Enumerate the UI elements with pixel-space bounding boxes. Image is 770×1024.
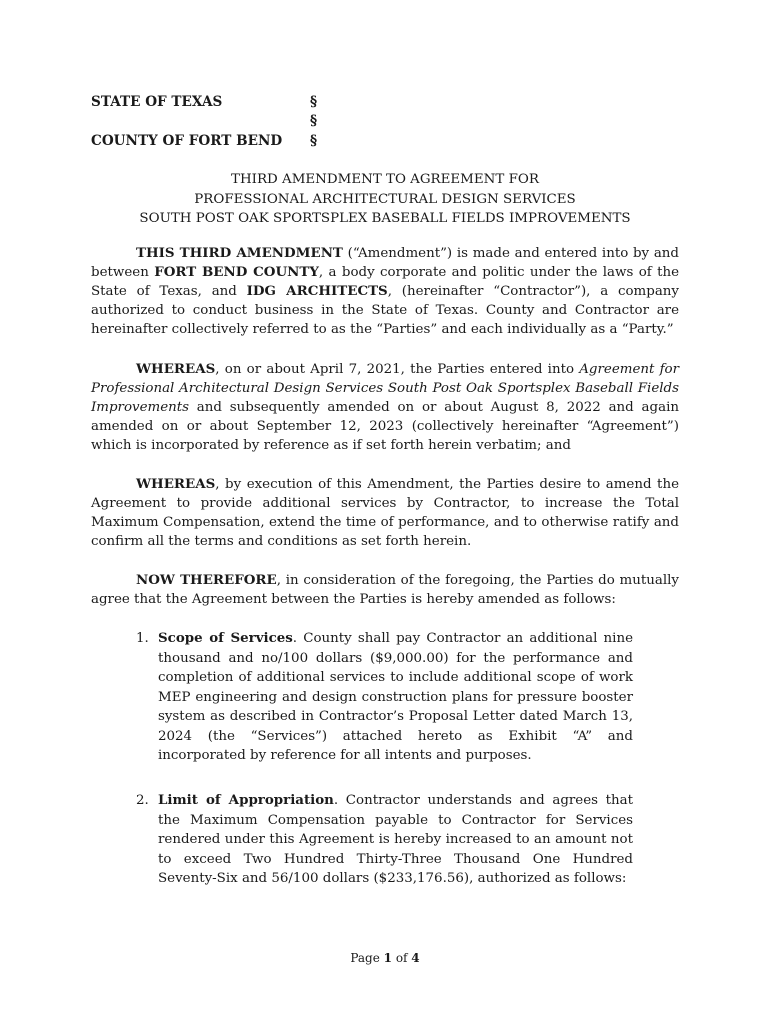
list-item-number: 2.: [136, 793, 149, 808]
title-line: PROFESSIONAL ARCHITECTURAL DESIGN SERVICES: [194, 191, 576, 207]
list-item-heading: Scope of Services: [158, 630, 293, 646]
section-symbol: §: [310, 94, 318, 110]
list-item: [136, 791, 633, 889]
list-item-text: . Contractor understands and agrees that the Maximum Compensation payable to Contractor for Services rendered under this Agreement is hereby increased to an amount not to exceed Two Hundred Thirty-Three Thousand One Hundred Seventy-Six and 56/100 dollars ($233,176.56), authorized as follows:: [158, 793, 633, 886]
list-item-text: . County shall pay Contractor an additional nine thousand and no/100 dollars ($9,000.00) for the performance and completion of additional services to include additional scope of work MEP engineering and design construction plans for pressure booster system as described in Contractor’s Proposal Letter dated March 13, 2024 (the “Services”) attached hereto as Exhibit “A” and incorporated by reference for all intents and purposes.: [158, 631, 633, 763]
intro-paragraph: THIS THIRD AMENDMENT (“Amendment”) is made and entered into by and between FORT BEND COUNTY, a body corporate and politic under the laws of the State of Texas, and IDG ARCHITECTS, (hereinafter “Contractor”), a company authorized to conduct business in the State of Texas. County and Contractor are hereinafter collectively referred to as the “Parties” and each individually as a “Party.”: [91, 245, 680, 338]
section-symbol: §: [310, 113, 318, 129]
page-footer: Page 1 of 4: [350, 951, 420, 965]
whereas-lead: WHEREAS: [136, 361, 216, 377]
now-therefore-lead: NOW THEREFORE: [136, 572, 277, 588]
agreement-title: Agreement for Professional Architectural Design Services South Post Oak Sportsplex Baseball Fields Improvements: [91, 362, 679, 416]
caption-county: COUNTY OF FORT BEND: [91, 133, 283, 149]
now-therefore-paragraph: NOW THEREFORE, in consideration of the foregoing, the Parties do mutually agree that the Agreement between the Parties is hereby amended as follows:: [91, 572, 679, 608]
document-title: [60, 170, 710, 229]
list-item-heading: Limit of Appropriation: [158, 792, 334, 808]
page-number: 1: [383, 951, 392, 965]
list-item-number: 1.: [136, 631, 149, 646]
list-item: [136, 629, 633, 766]
title-line: THIRD AMENDMENT TO AGREEMENT FOR: [231, 172, 539, 187]
contractor-name: IDG ARCHITECTS: [246, 283, 388, 300]
whereas-lead: WHEREAS: [136, 476, 216, 492]
county-name: FORT BEND COUNTY: [154, 264, 319, 281]
section-symbol: §: [310, 133, 318, 149]
intro-lead: THIS THIRD AMENDMENT: [136, 245, 343, 261]
page-total: 4: [411, 951, 420, 965]
title-line: SOUTH POST OAK SPORTSPLEX BASEBALL FIELDS IMPROVEMENTS: [139, 211, 631, 226]
caption-state: STATE OF TEXAS: [91, 94, 223, 110]
whereas-paragraph-2: WHEREAS, by execution of this Amendment, the Parties desire to amend the Agreement to provide additional services by Contractor, to increase the Total Maximum Compensation, extend the time of performance, and to otherwise ratify and confirm all the terms and conditions as set forth herein.: [91, 476, 679, 550]
whereas-paragraph-1: WHEREAS, on or about April 7, 2021, the Parties entered into Agreement for Professional Architectural Design Services South Post Oak Sportsplex Baseball Fields Improvements and subsequently amended on or about August 8, 2022 and again amended on or about September 12, 2023 (collectively hereinafter “Agreement”) which is incorporated by reference as if set forth herein verbatim; and: [91, 361, 679, 454]
